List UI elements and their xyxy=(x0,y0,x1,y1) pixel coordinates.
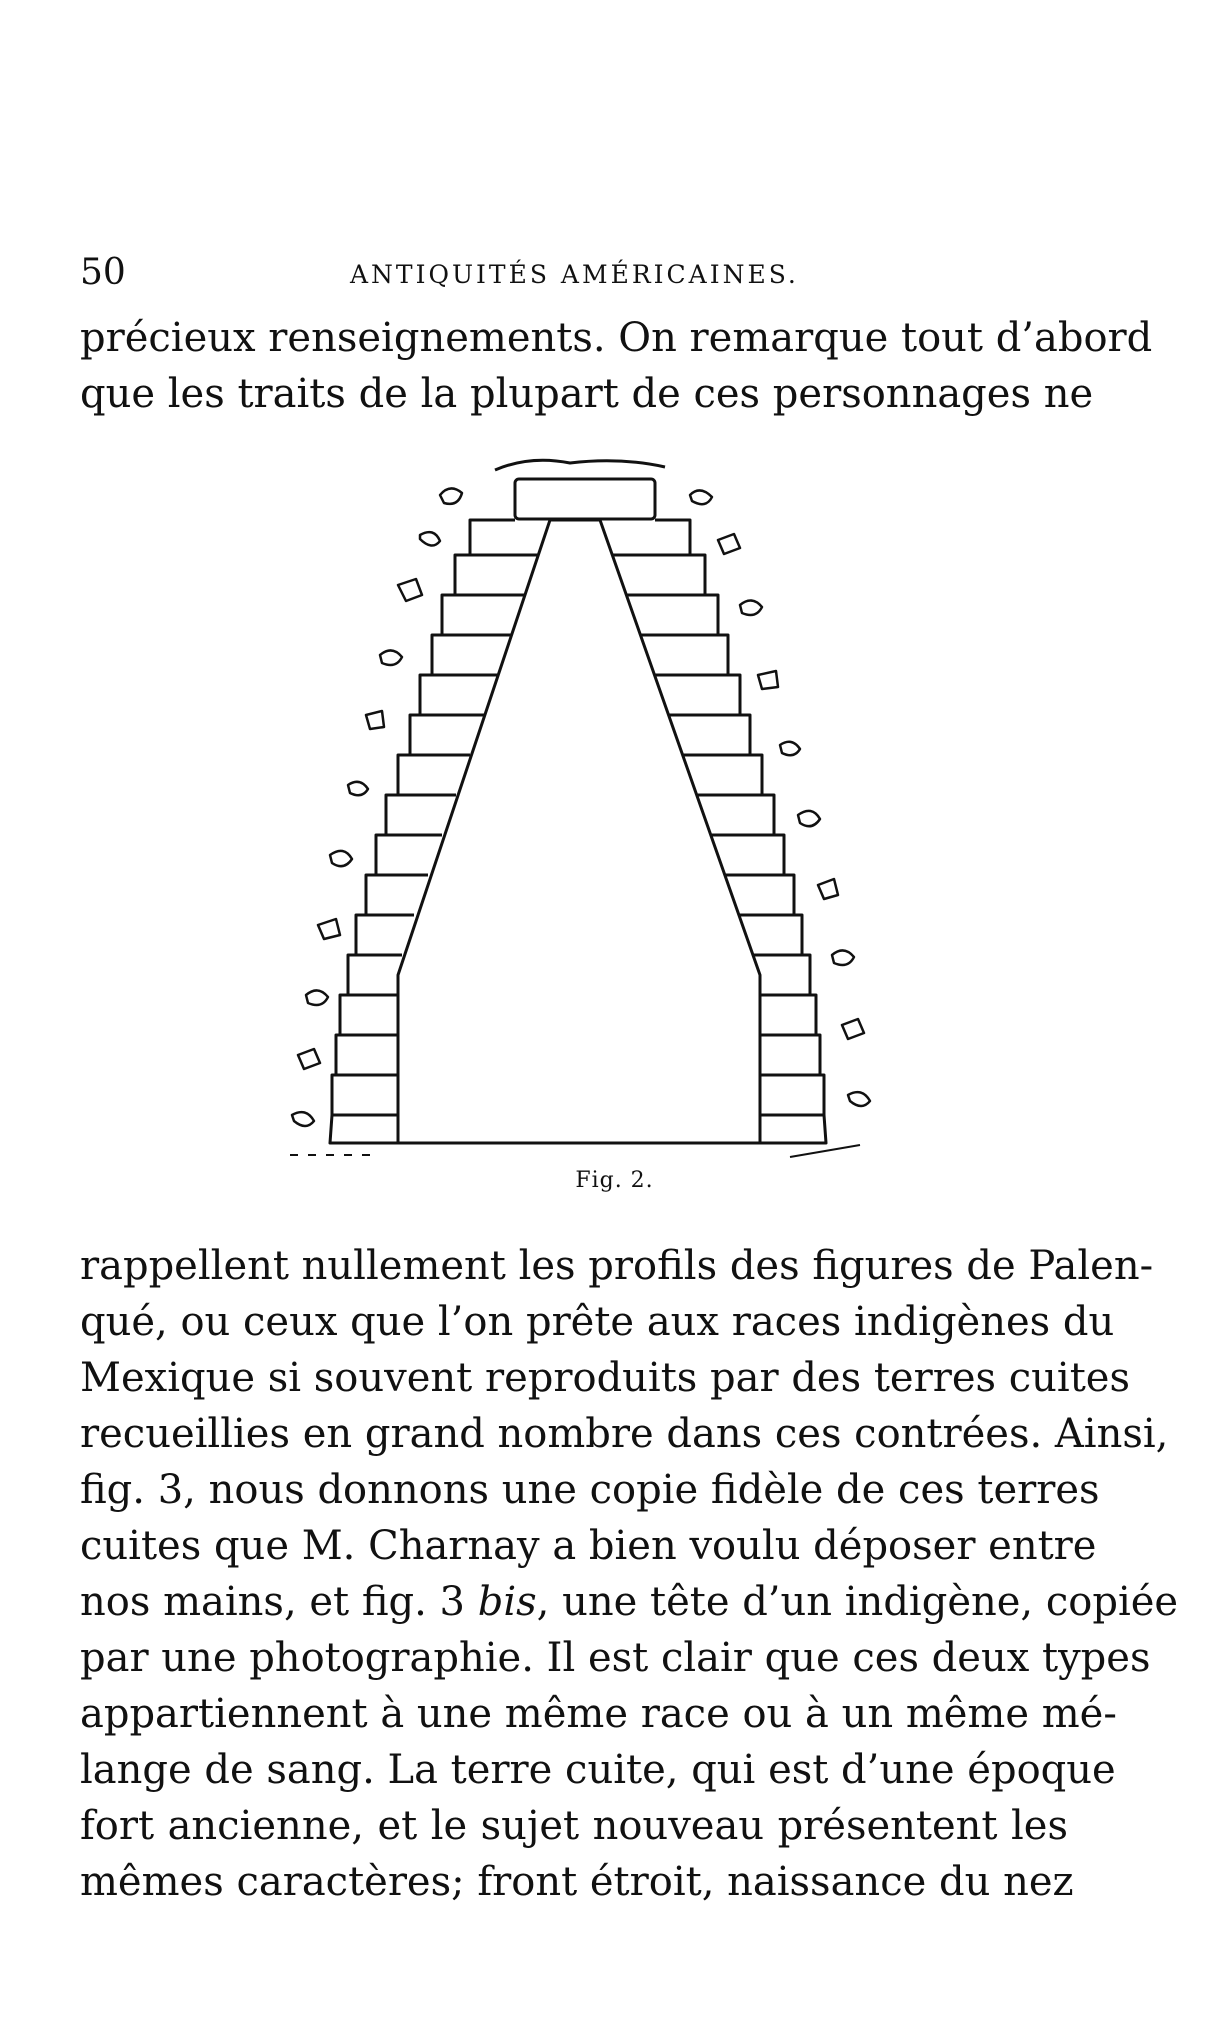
figure-illustration xyxy=(270,455,890,1175)
text-line: rappellent nullement les profils des figures de Palen- xyxy=(80,1243,1154,1289)
text-line: appartiennent à une même race ou à un même mé- xyxy=(80,1691,1117,1737)
stone-doorway-drawing xyxy=(270,455,890,1175)
text-line xyxy=(80,1574,1179,1630)
italic-fragment: bis xyxy=(477,1579,537,1625)
text-line: précieux renseignements. On remarque tout d’abord xyxy=(80,315,1153,361)
text-line: cuites que M. Charnay a bien voulu déposer entre xyxy=(80,1523,1097,1569)
text-line: fort ancienne, et le sujet nouveau présentent les xyxy=(80,1803,1068,1849)
text-line: par une photographie. Il est clair que ces deux types xyxy=(80,1635,1151,1681)
text-line: mêmes caractères; front étroit, naissance du nez xyxy=(80,1859,1074,1905)
text-line: lange de sang. La terre cuite, qui est d’une époque xyxy=(80,1747,1116,1793)
text-fragment: , une tête d’un indigène, copiée xyxy=(536,1579,1179,1625)
text-line: Mexique si souvent reproduits par des terres cuites xyxy=(80,1355,1130,1401)
text-fragment: nos mains, et fig. 3 xyxy=(80,1579,478,1625)
text-line: recueillies en grand nombre dans ces contrées. Ainsi, xyxy=(80,1411,1169,1457)
page-number: 50 xyxy=(80,252,126,293)
figure-caption: Fig. 2. xyxy=(575,1168,654,1193)
running-head: ANTIQUITÉS AMÉRICAINES. xyxy=(350,260,799,289)
text-line: que les traits de la plupart de ces personnages ne xyxy=(80,371,1094,417)
text-line: fig. 3, nous donnons une copie fidèle de ces terres xyxy=(80,1467,1100,1513)
text-line: qué, ou ceux que l’on prête aux races indigènes du xyxy=(80,1299,1115,1345)
paragraph-before-figure xyxy=(80,310,1153,422)
paragraph-after-figure xyxy=(80,1238,1179,1910)
